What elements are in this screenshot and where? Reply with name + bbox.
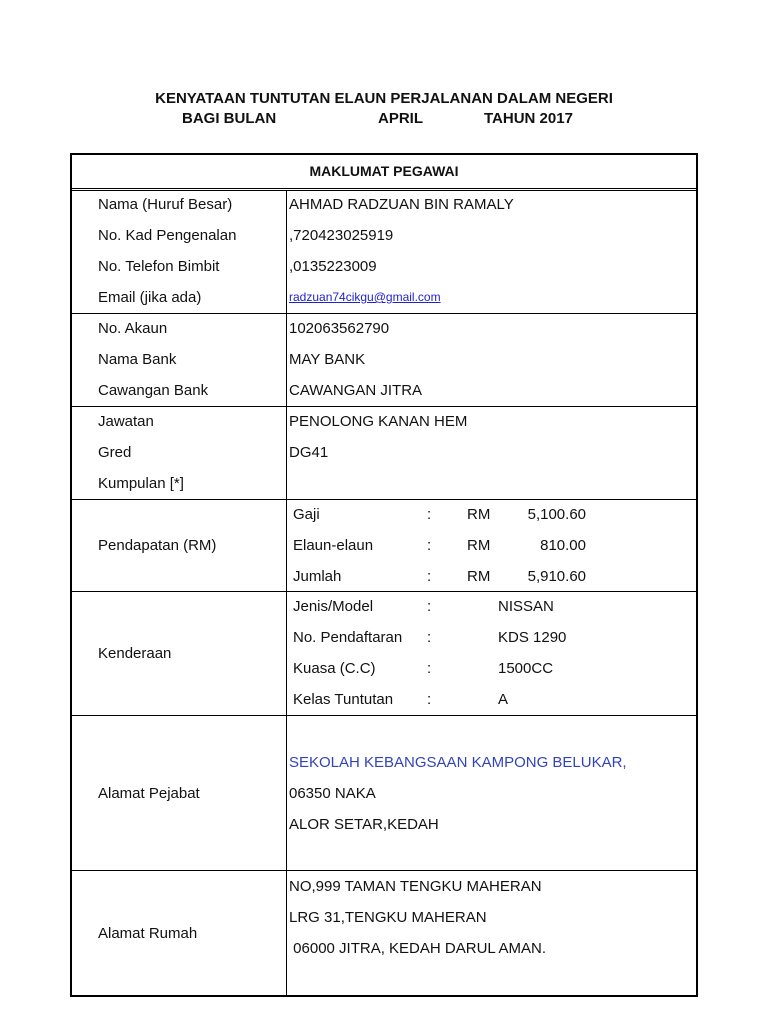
income-label: Pendapatan (RM) <box>98 537 217 554</box>
divider <box>72 870 696 871</box>
home-address-line: 06000 JITRA, KEDAH DARUL AMAN. <box>289 940 547 957</box>
jawatan-value: PENOLONG KANAN HEM <box>289 413 468 430</box>
income-name: Jumlah <box>293 568 342 585</box>
vehicle-field-name: Kelas Tuntutan <box>293 691 394 708</box>
vehicle-field-value: NISSAN <box>498 598 554 615</box>
bank-label: Nama Bank <box>98 351 177 368</box>
name-label: Nama (Huruf Besar) <box>98 196 233 213</box>
vehicle-colon: : <box>427 598 432 615</box>
vehicle-colon: : <box>427 691 432 708</box>
gred-value: DG41 <box>289 444 329 461</box>
divider <box>72 499 696 500</box>
document-title: KENYATAAN TUNTUTAN ELAUN PERJALANAN DALAM NEGERI <box>155 90 613 107</box>
home-address-label: Alamat Rumah <box>98 925 198 942</box>
income-currency: RM <box>467 537 491 554</box>
home-address-line: LRG 31,TENGKU MAHERAN <box>289 909 487 926</box>
section-title: MAKLUMAT PEGAWAI <box>309 163 459 179</box>
bagi-bulan-label: BAGI BULAN <box>182 110 277 127</box>
gred-label: Gred <box>98 444 132 461</box>
income-currency: RM <box>467 506 491 523</box>
vehicle-colon: : <box>427 660 432 677</box>
income-name: Elaun-elaun <box>293 537 374 554</box>
divider <box>72 406 696 407</box>
phone-value: ,0135223009 <box>289 258 377 275</box>
vehicle-label: Kenderaan <box>98 645 172 662</box>
vehicle-field-value: KDS 1290 <box>498 629 567 646</box>
office-address-line: 06350 NAKA <box>289 785 376 802</box>
vehicle-field-value: 1500CC <box>498 660 554 677</box>
branch-label: Cawangan Bank <box>98 382 209 399</box>
month-value: APRIL <box>378 110 423 127</box>
income-colon: : <box>427 568 432 585</box>
bank-value: MAY BANK <box>289 351 366 368</box>
kumpulan-label: Kumpulan [*] <box>98 475 184 492</box>
phone-label: No. Telefon Bimbit <box>98 258 220 275</box>
home-address-line: NO,999 TAMAN TENGKU MAHERAN <box>289 878 542 895</box>
office-address-label: Alamat Pejabat <box>98 785 200 802</box>
account-label: No. Akaun <box>98 320 168 337</box>
income-currency: RM <box>467 568 491 585</box>
employee-info-form <box>70 153 698 997</box>
jawatan-label: Jawatan <box>98 413 154 430</box>
account-value: 102063562790 <box>289 320 390 337</box>
income-colon: : <box>427 506 432 523</box>
income-colon: : <box>427 537 432 554</box>
ic-label: No. Kad Pengenalan <box>98 227 237 244</box>
divider <box>72 591 696 592</box>
column-divider <box>286 190 287 995</box>
email-link[interactable]: radzuan74cikgu@gmail.com <box>289 290 441 304</box>
income-amount: 5,100.60 <box>527 506 586 523</box>
income-amount: 810.00 <box>540 537 586 554</box>
vehicle-field-name: No. Pendaftaran <box>293 629 403 646</box>
divider <box>72 313 696 314</box>
header-divider <box>72 188 696 191</box>
income-amount: 5,910.60 <box>527 568 586 585</box>
vehicle-field-value: A <box>498 691 509 708</box>
tahun-label: TAHUN 2017 <box>484 110 573 127</box>
divider <box>72 715 696 716</box>
office-address-line: SEKOLAH KEBANGSAAN KAMPONG BELUKAR, <box>289 754 627 771</box>
ic-value: ,720423025919 <box>289 227 394 244</box>
income-name: Gaji <box>293 506 320 523</box>
branch-value: CAWANGAN JITRA <box>289 382 423 399</box>
vehicle-field-name: Jenis/Model <box>293 598 374 615</box>
vehicle-colon: : <box>427 629 432 646</box>
vehicle-field-name: Kuasa (C.C) <box>293 660 376 677</box>
email-label: Email (jika ada) <box>98 289 202 306</box>
name-value: AHMAD RADZUAN BIN RAMALY <box>289 196 514 213</box>
office-address-line: ALOR SETAR,KEDAH <box>289 816 439 833</box>
